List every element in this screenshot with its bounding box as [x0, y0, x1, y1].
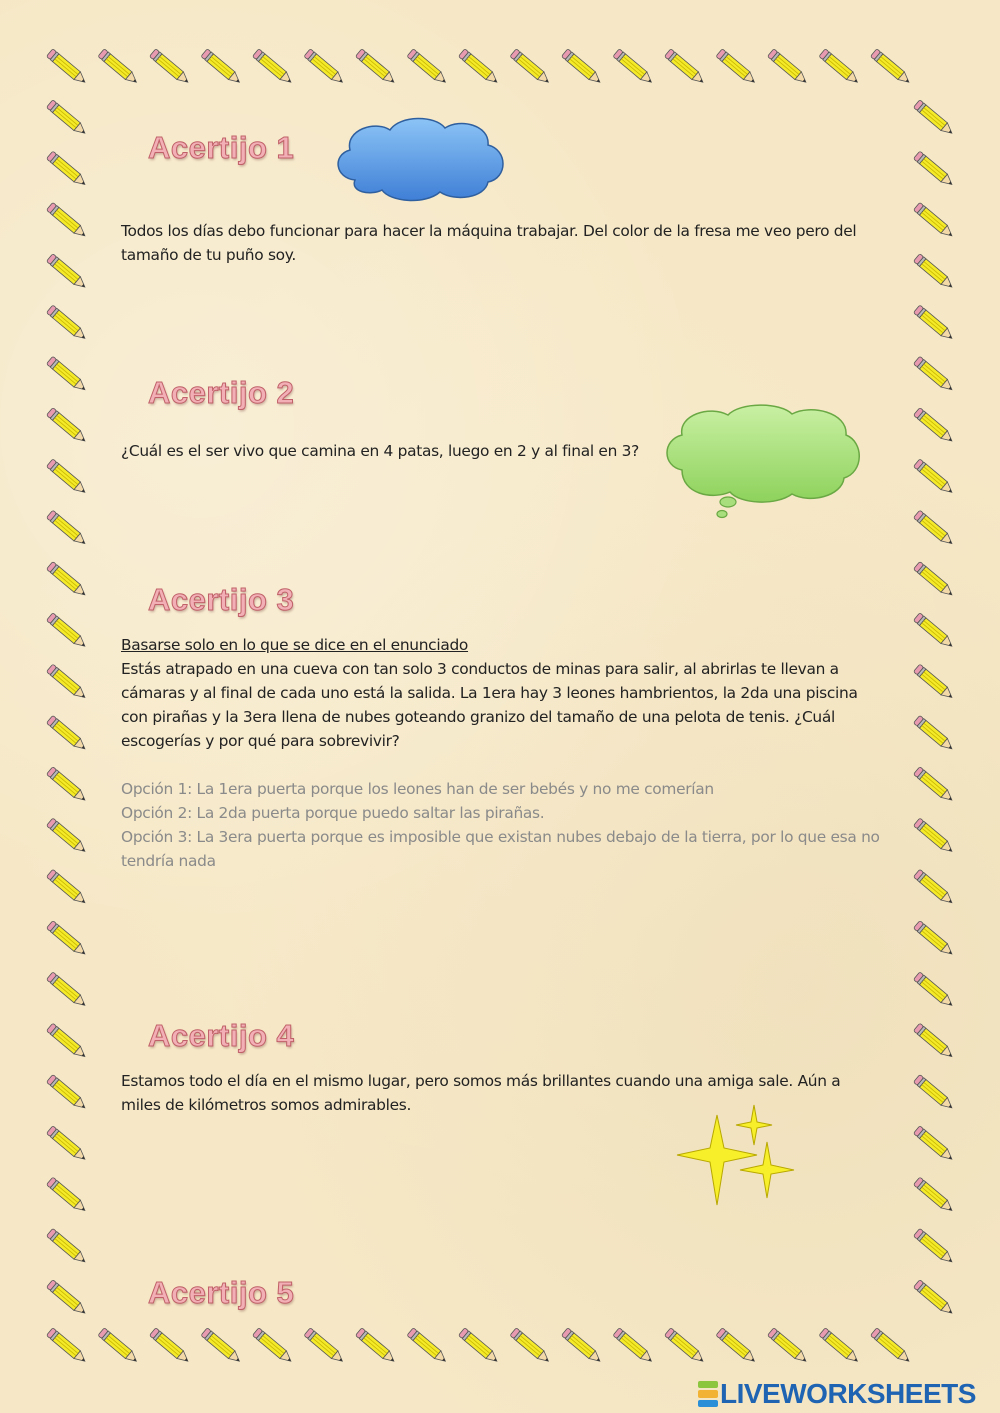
- pencil-icon: [201, 1328, 243, 1365]
- pencil-icon: [664, 49, 706, 86]
- riddle-3-instruction: Basarse solo en lo que se dice en el enunciado: [121, 636, 469, 654]
- pencil-icon: [46, 1177, 88, 1214]
- pencil-icon: [913, 715, 955, 752]
- pencil-icon: [98, 1328, 140, 1365]
- pencil-icon: [913, 767, 955, 804]
- pencil-icon: [913, 818, 955, 855]
- riddle-3-title: Acertijo 3: [148, 582, 295, 617]
- pencil-icon: [46, 1126, 88, 1163]
- pencil-icon: [46, 1074, 88, 1111]
- riddle-5-title: Acertijo 5: [148, 1275, 295, 1310]
- pencil-icon: [561, 1328, 603, 1365]
- pencil-icon: [46, 356, 88, 393]
- pencil-icon: [46, 664, 88, 701]
- pencil-icon: [510, 1328, 552, 1365]
- pencil-icon: [913, 100, 955, 137]
- pencil-icon: [913, 254, 955, 291]
- pencil-icon: [46, 151, 88, 188]
- pencil-icon: [913, 1126, 955, 1163]
- pencil-icon: [913, 202, 955, 239]
- pencil-icon: [46, 459, 88, 496]
- pencil-icon: [149, 1328, 191, 1365]
- pencil-icon: [46, 1280, 88, 1317]
- pencil-icon: [613, 49, 655, 86]
- pencil-icon: [407, 1328, 449, 1365]
- pencil-icon: [46, 818, 88, 855]
- pencil-icon: [46, 613, 88, 650]
- pencil-icon: [304, 1328, 346, 1365]
- pencil-icon: [870, 1328, 912, 1365]
- pencil-icon: [407, 49, 449, 86]
- riddle-1-text: Todos los días debo funcionar para hacer la máquina trabajar. Del color de la fresa me veo pero del tamaño de tu puño soy.: [121, 222, 857, 264]
- pencil-icon: [716, 1328, 758, 1365]
- blue-cloud-icon: [330, 110, 510, 205]
- pencil-icon: [46, 1228, 88, 1265]
- pencil-icon: [767, 1328, 809, 1365]
- pencil-icon: [149, 49, 191, 86]
- pencil-icon: [913, 305, 955, 342]
- riddle-2-text: ¿Cuál es el ser vivo que camina en 4 patas, luego en 2 y al final en 3?: [121, 442, 639, 460]
- pencil-icon: [252, 49, 294, 86]
- pencil-icon: [458, 49, 500, 86]
- pencil-icon: [913, 664, 955, 701]
- pencil-icon: [46, 100, 88, 137]
- pencil-icon: [913, 510, 955, 547]
- pencil-icon: [46, 1023, 88, 1060]
- pencil-icon: [46, 408, 88, 445]
- pencil-icon: [913, 1023, 955, 1060]
- pencil-icon: [870, 49, 912, 86]
- pencil-icon: [913, 1280, 955, 1317]
- pencil-icon: [46, 869, 88, 906]
- pencil-icon: [913, 151, 955, 188]
- pencil-icon: [510, 49, 552, 86]
- pencil-icon: [913, 1228, 955, 1265]
- logo-text: LIVEWORKSHEETS: [720, 1378, 976, 1409]
- pencil-icon: [98, 49, 140, 86]
- pencil-icon: [913, 972, 955, 1009]
- pencil-icon: [46, 305, 88, 342]
- riddle-3-option-1: Opción 1: La 1era puerta porque los leones han de ser bebés y no me comerían: [121, 780, 714, 798]
- pencil-icon: [913, 459, 955, 496]
- pencil-icon: [716, 49, 758, 86]
- pencil-icon: [913, 1177, 955, 1214]
- pencil-icon: [46, 972, 88, 1009]
- pencil-icon: [46, 561, 88, 598]
- pencil-icon: [46, 254, 88, 291]
- pencil-icon: [46, 1328, 88, 1365]
- pencil-icon: [913, 869, 955, 906]
- pencil-icon: [913, 613, 955, 650]
- pencil-icon: [46, 921, 88, 958]
- riddle-1-title: Acertijo 1: [148, 130, 295, 165]
- pencil-icon: [913, 561, 955, 598]
- pencil-icon: [46, 767, 88, 804]
- pencil-icon: [561, 49, 603, 86]
- riddle-3-text: Estás atrapado en una cueva con tan solo 3 conductos de minas para salir, al abrirlas te llevan a cámaras y al final de cada uno está la salida. La 1era hay 3 leones hambrientos, la 2da una piscina con pirañas y la 3era llena de nubes goteando granizo del tamaño de una pelota de tenis. ¿Cuál escogerías y por qué para sobrevivir?: [121, 660, 858, 750]
- pencil-icon: [46, 49, 88, 86]
- pencil-icon: [46, 202, 88, 239]
- riddle-2-title: Acertijo 2: [148, 375, 295, 410]
- pencil-icon: [252, 1328, 294, 1365]
- pencil-icon: [304, 49, 346, 86]
- liveworksheets-logo: [698, 1378, 976, 1410]
- logo-badge-icon: [698, 1380, 718, 1408]
- pencil-icon: [664, 1328, 706, 1365]
- pencil-icon: [201, 49, 243, 86]
- pencil-icon: [913, 356, 955, 393]
- riddle-4-text: Estamos todo el día en el mismo lugar, pero somos más brillantes cuando una amiga sale. Aún a miles de kilómetros somos admirables.: [121, 1072, 841, 1114]
- pencil-icon: [458, 1328, 500, 1365]
- pencil-icon: [46, 715, 88, 752]
- riddle-4-title: Acertijo 4: [148, 1018, 295, 1053]
- riddle-3-option-3: Opción 3: La 3era puerta porque es imposible que existan nubes debajo de la tierra, por lo que esa no tendría nada: [121, 828, 880, 870]
- pencil-icon: [355, 1328, 397, 1365]
- pencil-icon: [46, 510, 88, 547]
- pencil-icon: [767, 49, 809, 86]
- riddle-3-option-2: Opción 2: La 2da puerta porque puedo saltar las pirañas.: [121, 804, 545, 822]
- pencil-icon: [613, 1328, 655, 1365]
- pencil-icon: [913, 408, 955, 445]
- pencil-icon: [913, 1074, 955, 1111]
- pencil-icon: [819, 49, 861, 86]
- pencil-icon: [913, 921, 955, 958]
- pencil-icon: [355, 49, 397, 86]
- pencil-icon: [819, 1328, 861, 1365]
